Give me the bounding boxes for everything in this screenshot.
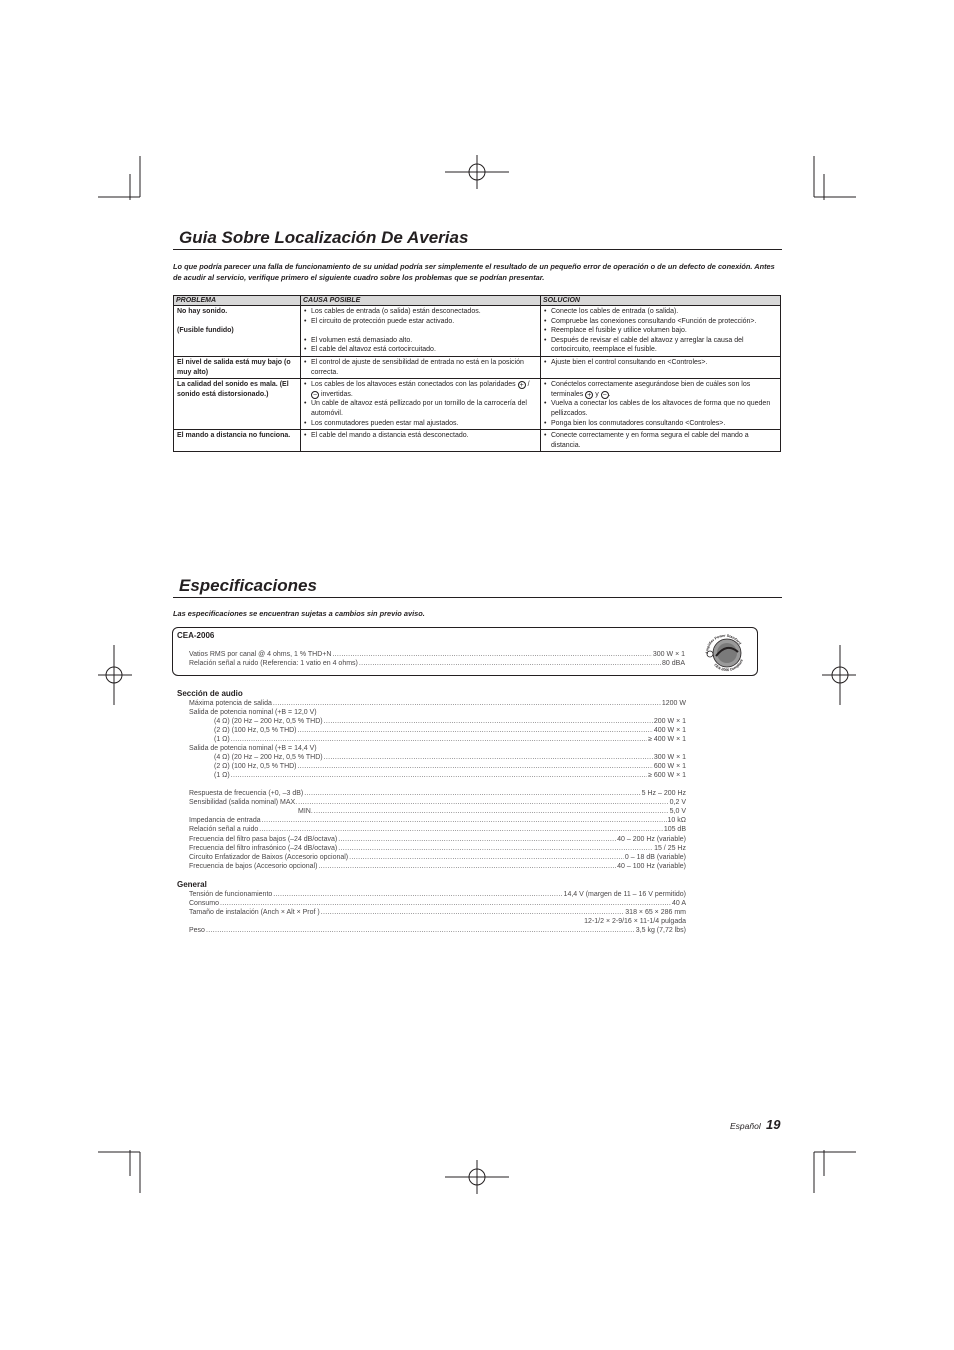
- plus-terminal-icon: +: [519, 382, 524, 390]
- spec-value: 10 kΩ: [667, 817, 686, 824]
- spec-value: 300 W × 1: [652, 651, 685, 658]
- problem-text: La calidad del sonido es mala. (El sonido está distorsionado.): [177, 381, 289, 398]
- cause-cell: [301, 356, 541, 378]
- solution-item: • Ajuste bien el control consultando en <Controles>.: [544, 358, 777, 368]
- table-row: [174, 379, 781, 430]
- cause-cell: [301, 379, 541, 430]
- spec-label: Tensión de funcionamiento: [189, 891, 273, 898]
- troubleshooting-title: Guia Sobre Localización De Averias: [179, 228, 469, 247]
- header-solution: SOLUCION: [541, 296, 781, 306]
- spec-label: Relación señal a ruido: [189, 826, 259, 833]
- solution-text: y: [595, 390, 599, 398]
- table-row: [174, 356, 781, 378]
- header-cause: CAUSA POSIBLE: [301, 296, 541, 306]
- spec-label: (1 Ω): [214, 772, 230, 779]
- solution-item: • Vuelva a conectar los cables de los altavoces de forma que no queden pellizcados.: [544, 399, 777, 418]
- spec-line: [189, 825, 686, 834]
- spec-label: Sensibilidad (salida nominal) MAX.: [189, 799, 298, 806]
- cause-item: • Los cables de entrada (o salida) están desconectados.: [304, 307, 537, 317]
- spec-line: [214, 762, 686, 771]
- spec-label: (2 Ω) (100 Hz, 0,5 % THD): [214, 763, 297, 770]
- problem-text: (Fusible fundido): [177, 327, 234, 335]
- spec-label: Vatios RMS por canal @ 4 ohms, 1 % THD+N: [189, 651, 332, 658]
- spec-value: 40 A: [671, 900, 686, 907]
- spec-value: 0 – 18 dB (variable): [624, 854, 686, 861]
- cause-item: • El volumen está demasiado alto.: [304, 336, 537, 346]
- spec-line: [189, 844, 686, 853]
- spec-label: (1 Ω): [214, 736, 230, 743]
- spec-value: 600 W × 1: [653, 763, 686, 770]
- spec-line: [189, 890, 686, 899]
- svg-text:Amplifier Power Standard: Amplifier Power Standard: [704, 633, 742, 655]
- spec-value: 5,0 V: [669, 808, 686, 815]
- solution-item: • Conéctelos correctamente asegurándose bien de cuáles son los terminales + y − .: [544, 380, 777, 399]
- cause-cell: [301, 306, 541, 357]
- solution-cell: [541, 379, 781, 430]
- table-row: [174, 430, 781, 452]
- cause-text: Los cables de los altavoces están conectados con las polaridades: [311, 381, 516, 389]
- cea-compliant-seal-icon: [700, 632, 748, 672]
- spec-line: [189, 899, 686, 908]
- spec-value: 14,4 V (margen de 11 – 16 V permitido): [563, 891, 686, 898]
- spec-value: 80 dBA: [662, 660, 685, 667]
- spec-line: [189, 744, 686, 753]
- solution-cell: [541, 430, 781, 452]
- spec-line: [214, 753, 686, 762]
- spec-label: Peso: [189, 927, 205, 934]
- spec-value: 105 dB: [663, 826, 686, 833]
- problem-cell: [174, 306, 301, 357]
- spec-line: [189, 926, 686, 935]
- spec-value: 40 – 100 Hz (variable): [617, 863, 686, 870]
- specifications-title: Especificaciones: [179, 576, 317, 595]
- spec-label: Frecuencia de bajos (Accesorio opcional): [189, 863, 318, 870]
- spec-value: 400 W × 1: [653, 727, 686, 734]
- cause-item: • Un cable de altavoz está pellizcado por un tornillo de la carrocería del automóvil.: [304, 399, 537, 418]
- spec-label: Tamaño de instalación (Anch × Alt × Prof ): [189, 909, 320, 916]
- spec-line: [189, 908, 686, 917]
- spec-line: [189, 835, 686, 844]
- page-number: 19: [766, 1117, 781, 1132]
- spec-label: Relación señal a ruido (Referencia: 1 vatio en 4 ohms): [189, 660, 358, 667]
- spec-value: 15 / 25 Hz: [654, 845, 686, 852]
- spec-value: 12-1/2 × 2-9/16 × 11-1/4 pulgada: [584, 918, 686, 925]
- svg-text:CEA-2006 Compliant: CEA-2006 Compliant: [713, 658, 744, 672]
- spec-line: [189, 650, 685, 659]
- table-header-row: [174, 296, 781, 306]
- spec-line: [214, 771, 686, 780]
- spec-line: [189, 816, 686, 825]
- spec-value: 318 × 65 × 286 mm: [625, 909, 686, 916]
- general-section-heading: General: [177, 880, 207, 889]
- plus-terminal-icon: +: [587, 391, 592, 399]
- header-problem: PROBLEMA: [174, 296, 301, 306]
- minus-terminal-icon: −: [312, 391, 318, 399]
- spec-value: ≥ 400 W × 1: [648, 736, 686, 743]
- spec-line: [189, 789, 686, 798]
- spec-label: Frecuencia del filtro pasa bajos (–24 dB/octava): [189, 836, 338, 843]
- spec-line: [189, 699, 686, 708]
- cause-item: • El circuito de protección puede estar activado.: [304, 317, 537, 327]
- spec-value: 5 Hz – 200 Hz: [641, 790, 686, 797]
- problem-cell: [174, 430, 301, 452]
- spec-label: Salida de potencia nominal (+B = 12,0 V): [189, 709, 317, 716]
- problem-text: El mando a distancia no funciona.: [177, 432, 291, 440]
- spec-line: [189, 659, 685, 668]
- spec-label: Consumo: [189, 900, 219, 907]
- cause-text: invertidas.: [320, 390, 353, 398]
- solution-item: • Ponga bien los conmutadores consultando <Controles>.: [544, 419, 777, 429]
- table-row: [174, 306, 781, 357]
- spec-value: 200 W × 1: [653, 718, 686, 725]
- problem-cell: [174, 356, 301, 378]
- spec-line: [214, 735, 686, 744]
- cause-item: • Los conmutadores pueden estar mal ajustados.: [304, 419, 537, 429]
- problem-text: No hay sonido.: [177, 308, 228, 315]
- spec-line: [189, 853, 686, 862]
- spec-label: (2 Ω) (100 Hz, 0,5 % THD): [214, 727, 297, 734]
- spec-value: 1200 W: [661, 700, 686, 707]
- title-rule: [173, 597, 782, 598]
- solution-item: • Compruebe las conexiones consultando <Función de protección>.: [544, 317, 777, 327]
- spec-value: 300 W × 1: [653, 754, 686, 761]
- spec-line: [189, 917, 686, 926]
- spec-line: [214, 717, 686, 726]
- spec-label: Circuito Enfatizador de Baixos (Accesorio opcional): [189, 854, 349, 861]
- minus-terminal-icon: −: [602, 391, 607, 399]
- spec-value: ≥ 600 W × 1: [648, 772, 686, 779]
- solution-cell: [541, 306, 781, 357]
- problem-cell: [174, 379, 301, 430]
- solution-item: • Conecte los cables de entrada (o salida).: [544, 307, 777, 317]
- audio-section-heading: Sección de audio: [177, 689, 243, 698]
- spec-line: [214, 726, 686, 735]
- cause-item: • El cable del mando a distancia está desconectado.: [304, 431, 537, 441]
- cea-title: CEA-2006: [177, 631, 215, 640]
- spec-label: Impedancia de entrada: [189, 817, 261, 824]
- spec-label: (4 Ω) (20 Hz – 200 Hz, 0,5 % THD): [214, 754, 323, 761]
- spec-label: Máxima potencia de salida: [189, 700, 272, 707]
- title-rule: [173, 249, 782, 250]
- cause-item: [304, 380, 537, 399]
- spec-label: MIN.: [298, 808, 313, 815]
- solution-text: Conéctelos correctamente asegurándose bien de cuáles son los terminales: [551, 381, 751, 398]
- solution-item: • Después de revisar el cable del altavoz y arreglar la causa del cortocircuito, reemplace el fusible.: [544, 336, 777, 355]
- spec-label: (4 Ω) (20 Hz – 200 Hz, 0,5 % THD): [214, 718, 323, 725]
- cause-item: • El control de ajuste de sensibilidad de entrada no está en la posición correcta.: [304, 358, 537, 377]
- spec-label: Salida de potencia nominal (+B = 14,4 V): [189, 745, 317, 752]
- spec-label: Respuesta de frecuencia (+0, –3 dB): [189, 790, 304, 797]
- polarity-separator: /: [527, 381, 530, 389]
- spec-line: [189, 862, 686, 871]
- spec-value: 0,2 V: [669, 799, 686, 806]
- solution-item: • Reemplace el fusible y utilice volumen bajo.: [544, 326, 777, 336]
- cea-2006-box: [172, 627, 758, 676]
- specifications-intro: Las especificaciones se encuentran sujetas a cambios sin previo aviso.: [173, 609, 425, 618]
- troubleshooting-table: [173, 295, 781, 452]
- cause-item: • El cable del altavoz está cortocircuitado.: [304, 345, 537, 355]
- footer-language: Español: [730, 1121, 761, 1131]
- spec-line: [189, 798, 686, 807]
- spec-label: Frecuencia del filtro infrasónico (–24 dB/octava): [189, 845, 338, 852]
- solution-cell: [541, 356, 781, 378]
- spec-value: 40 – 200 Hz (variable): [617, 836, 686, 843]
- problem-text: El nivel de salida está muy bajo (o muy alto): [177, 358, 291, 376]
- spec-value: 3,5 kg (7,72 lbs): [635, 927, 686, 934]
- spec-line: [189, 708, 686, 717]
- troubleshooting-intro: Lo que podría parecer una falla de funcionamiento de su unidad podría ser simplemente el resultado de un pequeño error de operación o de un defecto de conexión. Antes de acudir al servicio, verifique primero el siguiente cuadro sobre los problemas que se podrían presentar.: [173, 262, 775, 282]
- solution-item: • Conecte correctamente y en forma segura el cable del mando a distancia.: [544, 431, 777, 450]
- cause-cell: [301, 430, 541, 452]
- spec-line: [298, 807, 686, 816]
